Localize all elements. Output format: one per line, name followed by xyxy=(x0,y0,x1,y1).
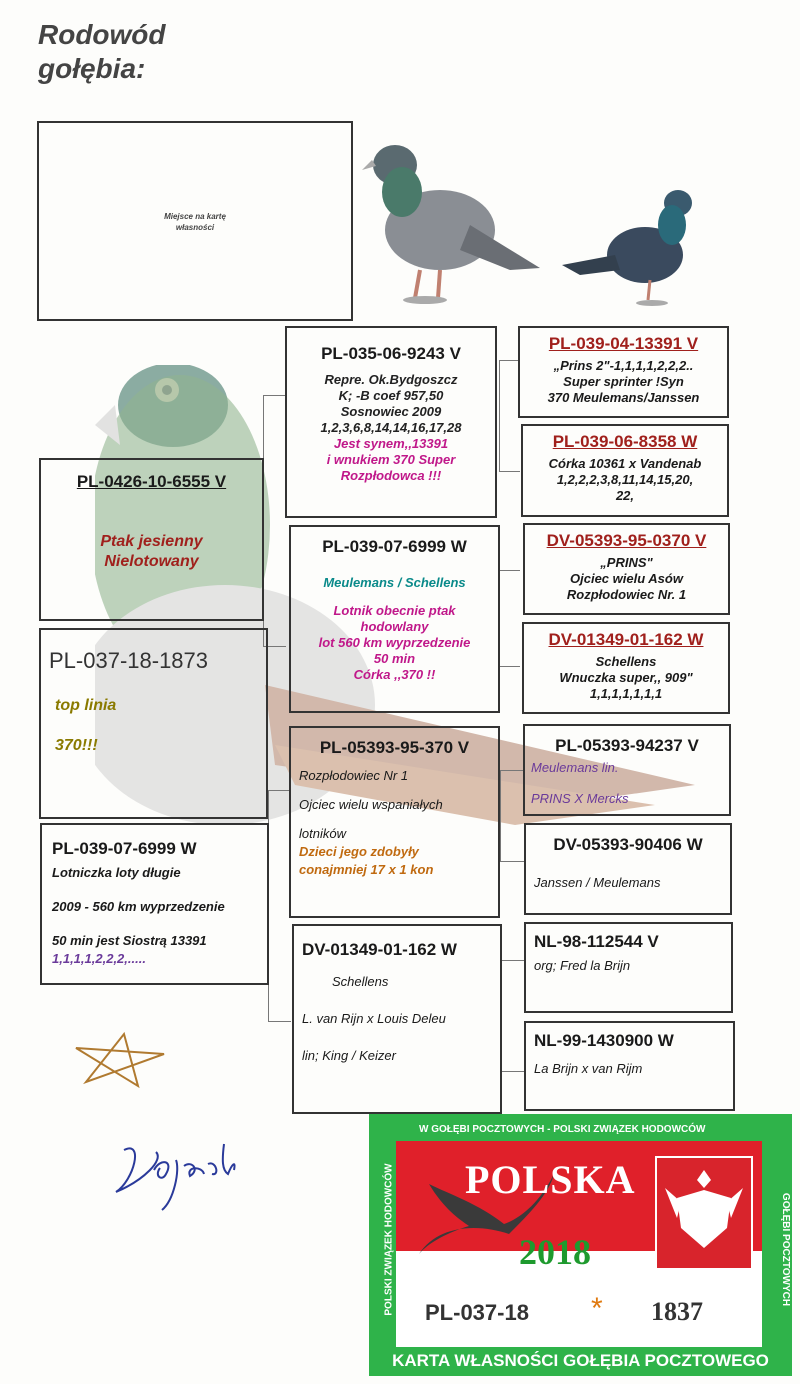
pedigree-brother-dam xyxy=(292,924,502,1114)
note: „Prins 2"-1,1,1,1,2,2,2.. xyxy=(553,358,694,373)
ring-number: PL-05393-94237 V xyxy=(555,736,699,755)
ring-number: DV-01349-01-162 W xyxy=(302,940,457,959)
sticker-country: POLSKA xyxy=(465,1157,636,1202)
sticker-year: 2018 xyxy=(519,1232,591,1272)
sticker-serial-number: 1837 xyxy=(651,1297,703,1326)
note: Rozpłodowca !!! xyxy=(340,468,442,483)
note: Córka ,,370 !! xyxy=(353,667,436,682)
note: Lotnik obecnie ptak xyxy=(333,603,456,618)
pedigree-sibling xyxy=(40,823,269,985)
note: Repre. Ok.Bydgoszcz xyxy=(324,372,458,387)
ring-number: PL-035-06-9243 V xyxy=(321,344,461,363)
note: 370!!! xyxy=(55,737,98,754)
polish-eagle-icon xyxy=(655,1156,753,1270)
note: Schellens xyxy=(595,654,657,669)
ring-number: PL-039-06-8358 W xyxy=(552,432,698,451)
pigeon-illustration-small xyxy=(560,185,710,310)
note: 50 min jest Siostrą 13391 xyxy=(52,933,207,948)
pedigree-brother-sire-sire xyxy=(523,724,731,816)
note: 1,1,1,1,1,1,1 xyxy=(589,686,663,701)
sticker-footer: KARTA WŁASNOŚCI GOŁĘBIA POCZTOWEGO xyxy=(392,1351,769,1370)
ring-number: PL-05393-95-370 V xyxy=(319,738,470,757)
page-title: Rodowód gołębia: xyxy=(38,19,166,84)
pedigree-brother-sire xyxy=(289,726,500,918)
ring-number: NL-98-112544 V xyxy=(534,932,659,951)
ring-number: PL-0426-10-6555 V xyxy=(76,472,227,491)
note: top linia xyxy=(55,697,117,714)
pedigree-sire xyxy=(285,326,497,518)
connector xyxy=(268,790,291,1022)
note: Ojciec wielu Asów xyxy=(570,571,683,586)
note: org; Fred la Brijn xyxy=(534,958,631,973)
note: Dzieci jego zdobyły xyxy=(299,844,419,859)
note: 1,2,3,6,8,14,14,16,17,28 xyxy=(320,420,462,435)
pigeon-illustration-large xyxy=(360,130,550,310)
note: Super sprinter !Syn xyxy=(563,374,684,389)
sticker-ring-text: POLSKI ZWIĄZEK HODOWCÓW xyxy=(383,1163,395,1316)
note: Lotniczka loty długie xyxy=(52,865,181,880)
pedigree-brother-dam-dam xyxy=(524,1021,735,1111)
connector xyxy=(501,960,526,1072)
ring-number: DV-01349-01-162 W xyxy=(548,630,704,649)
ring-number: PL-039-07-6999 W xyxy=(322,537,467,556)
pedigree-child xyxy=(39,628,268,819)
note: conajmniej 17 x 1 kon xyxy=(299,862,434,877)
ring-number: PL-037-18-1873 xyxy=(49,648,209,673)
ring-number: NL-99-1430900 W xyxy=(534,1031,674,1050)
ownership-card-sticker xyxy=(369,1114,792,1376)
note: L. van Rijn x Louis Deleu xyxy=(302,1011,446,1026)
note: La Brijn x van Rijm xyxy=(534,1061,643,1076)
pedigree-dam-dam xyxy=(522,622,730,714)
note: Jest synem,,13391 xyxy=(333,436,449,451)
ring-number: DV-05393-90406 W xyxy=(553,835,703,854)
note: 50 min xyxy=(373,651,416,666)
pedigree-subject xyxy=(39,458,264,621)
note: Rozpłodowiec Nr. 1 xyxy=(566,587,687,602)
pedigree-sire-dam xyxy=(521,424,729,517)
note: Wnuczka super,, 909" xyxy=(559,670,693,685)
connector xyxy=(500,770,525,862)
note: Meulemans / Schellens xyxy=(323,575,466,590)
pedigree-dam xyxy=(289,525,500,713)
note: lotników xyxy=(299,826,346,841)
ownership-card-placeholder: Miejsce na kartę własności xyxy=(37,121,353,321)
note: lin; King / Keizer xyxy=(302,1048,396,1063)
note: Schellens xyxy=(332,974,389,989)
sticker-ring-text: GOŁĘBI POCZTOWYCH xyxy=(780,1192,792,1307)
note: lot 560 km wyprzedzenie xyxy=(318,635,471,650)
ring-number: PL-039-07-6999 W xyxy=(52,839,197,858)
connector xyxy=(263,395,286,647)
pedigree-dam-sire xyxy=(523,523,730,615)
sticker-ring-text: W GOŁĘBI POCZTOWYCH - POLSKI ZWIĄZEK HODOWCÓW xyxy=(419,1124,706,1135)
star-doodle-icon xyxy=(72,1030,168,1090)
note: 2009 - 560 km wyprzedzenie xyxy=(52,899,225,914)
note: Janssen / Meulemans xyxy=(534,875,661,890)
pedigree-brother-sire-dam xyxy=(524,823,732,915)
note: PRINS X Mercks xyxy=(531,791,629,806)
note: 22, xyxy=(615,488,635,503)
note: Ptak jesienny xyxy=(100,533,203,550)
note: hodowlany xyxy=(360,619,429,634)
sticker-ring-number: PL-037-18 xyxy=(425,1300,529,1325)
ring-number: DV-05393-95-0370 V xyxy=(546,531,707,550)
note: Ojciec wielu wspaniałych xyxy=(299,797,443,812)
note: Rozpłodowiec Nr 1 xyxy=(299,768,409,783)
note: Meulemans lin. xyxy=(531,760,619,775)
note: Córka 10361 x Vandenab xyxy=(548,456,702,471)
connector xyxy=(499,570,520,667)
ring-number: PL-039-04-13391 V xyxy=(548,334,699,353)
connector xyxy=(499,360,520,472)
sticker-star: * xyxy=(591,1292,603,1325)
signature xyxy=(104,1130,244,1220)
note: Sosnowiec 2009 xyxy=(340,404,442,419)
note: i wnukiem 370 Super xyxy=(326,452,456,467)
note: K; -B coef 957,50 xyxy=(338,388,444,403)
pedigree-brother-dam-sire xyxy=(524,922,733,1013)
note: 1,1,1,1,2,2,2,..... xyxy=(52,951,146,966)
pedigree-sire-sire xyxy=(518,326,729,418)
note: 1,2,2,2,3,8,11,14,15,20, xyxy=(556,472,694,487)
note: „PRINS" xyxy=(600,555,653,570)
note: Nielotowany xyxy=(104,553,199,570)
note: 370 Meulemans/Janssen xyxy=(547,390,700,405)
